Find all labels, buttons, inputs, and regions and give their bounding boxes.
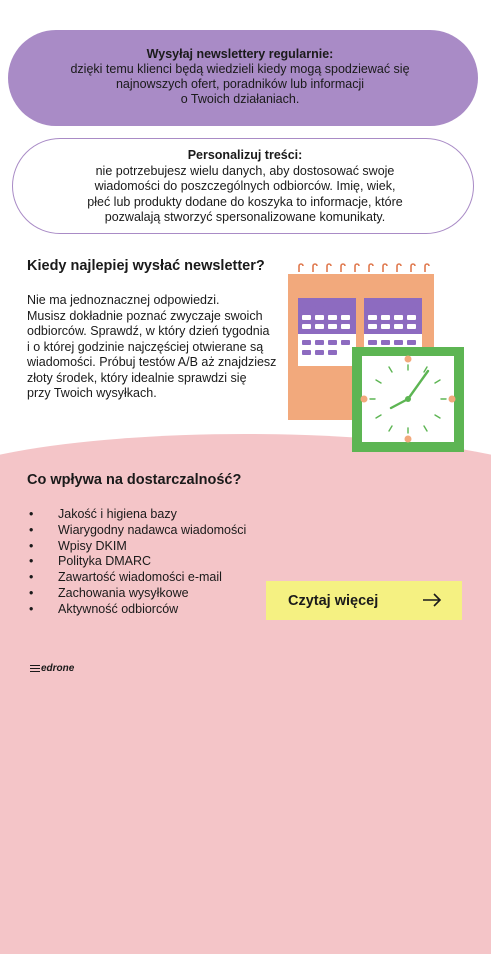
tip-personalize-line: pozwalają stworzyć spersonalizowane komunikaty. xyxy=(104,210,386,224)
when-line: wiadomości. Próbuj testów A/B aż znajdziesz xyxy=(27,355,277,369)
edrone-logo-icon xyxy=(30,664,40,674)
list-item: • Polityka DMARC xyxy=(27,554,246,570)
when-heading: Kiedy najlepiej wysłać newsletter? xyxy=(27,258,265,274)
list-item: • Jakość i higiena bazy xyxy=(27,507,246,523)
clock-icon xyxy=(352,347,464,452)
tip-personalize-line: płeć lub produkty dodane do koszyka to informacje, które xyxy=(87,194,403,209)
list-item: • Aktywność odbiorców xyxy=(27,602,246,618)
arrow-right-icon xyxy=(422,591,442,609)
edrone-logo xyxy=(30,663,74,674)
read-more-button[interactable] xyxy=(266,581,462,620)
when-line: Musisz dokładnie poznać zwyczaje swoich xyxy=(27,308,263,323)
tip-regular-line: dzięki temu klienci będą wiedzieli kiedy mogą spodziewać się xyxy=(70,62,410,76)
when-line: Nie ma jednoznacznej odpowiedzi. xyxy=(27,293,220,307)
tip-regular-line: o Twoich działaniach. xyxy=(180,92,300,106)
when-line: odbiorców. Sprawdź, w który dzień tygodnia xyxy=(27,324,270,338)
tip-regular-line: najnowszych ofert, poradników lub informacji xyxy=(115,77,365,91)
tip-personalize-line: nie potrzebujesz wielu danych, aby dostosować swoje xyxy=(95,163,395,178)
logo-text: edrone xyxy=(41,663,75,674)
tip-regular-newsletters xyxy=(40,47,440,107)
when-line: przy Twoich wysyłkach. xyxy=(27,386,157,400)
calendar-clock-illustration xyxy=(282,262,472,457)
tip-personalize-title: Personalizuj treści: xyxy=(187,148,303,162)
deliverability-heading: Co wpływa na dostarczalność? xyxy=(27,472,242,488)
list-item: • Zachowania wysyłkowe xyxy=(27,586,246,602)
deliverability-list xyxy=(27,507,246,618)
tip-regular-title: Wysyłaj newslettery regularnie: xyxy=(146,47,334,61)
tip-personalize-line: wiadomości do poszczególnych odbiorców. Imię, wiek, xyxy=(94,179,396,193)
list-item: • Zawartość wiadomości e-mail xyxy=(27,570,246,586)
list-item: • Wpisy DKIM xyxy=(27,539,246,555)
tip-personalize xyxy=(50,148,440,226)
list-item: • Wiarygodny nadawca wiadomości xyxy=(27,523,246,539)
when-paragraph xyxy=(27,293,289,402)
when-line: i o której godzinie najczęściej otwierane są xyxy=(27,339,264,354)
when-line: złoty środek, który idealnie sprawdzi się xyxy=(27,370,247,385)
read-more-label: Czytaj więcej xyxy=(288,592,379,609)
